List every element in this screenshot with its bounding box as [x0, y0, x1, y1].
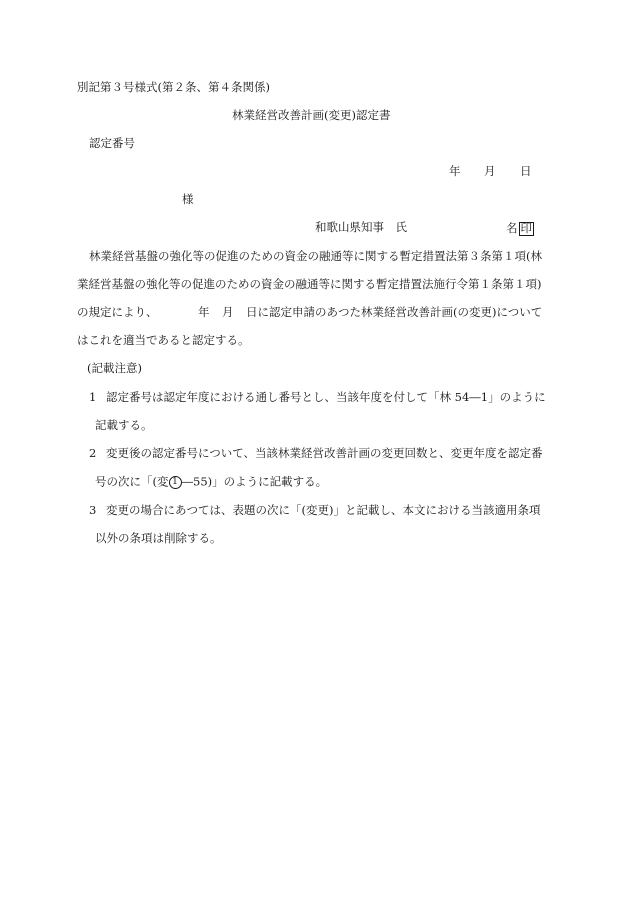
body-line-2: 業経営基盤の強化等の促進のための資金の融通等に関する暫定措置法施行令第１条第１項) [77, 277, 542, 291]
notes-heading: (記載注意) [87, 361, 142, 375]
body-line-4: はこれを適当であると認定する。 [77, 333, 250, 347]
issuer-name: 和歌山県知事 氏 [315, 220, 407, 234]
document-title: 林業経営改善計画(変更)認定書 [232, 108, 391, 122]
body-line-3-year: 年 [198, 305, 210, 319]
note-2-number: 2 [89, 446, 97, 460]
form-reference: 別記第３号様式(第２条、第４条関係) [77, 80, 270, 94]
note-2-line-2-post: ―55)」のように記載する。 [181, 474, 328, 489]
issuer-seal-area [506, 222, 534, 236]
name-label: 名 [506, 221, 518, 235]
note-2-line-1: 変更後の認定番号について、当該林業経営改善計画の変更回数と、変更年度を認定番 [106, 446, 543, 460]
date-month: 月 [484, 164, 496, 178]
seal-mark: 印 [520, 221, 532, 235]
date-year: 年 [449, 164, 461, 178]
note-2-line-2-pre: 号の次に「(変 [95, 474, 169, 489]
note-3-line-1: 変更の場合にあつては、表題の次に「(変更)」と記載し、本文における当該適用条項 [106, 503, 541, 517]
note-1-number: 1 [89, 390, 97, 404]
note-3-number: 3 [89, 503, 97, 517]
note-1-line-1: 認定番号は認定年度における通し番号とし、当該年度を付して「林 54―1」のように [106, 390, 546, 404]
note-3-line-2: 以外の条項は削除する。 [95, 531, 222, 545]
circled-number: 1 [169, 476, 182, 489]
date-day: 日 [520, 164, 532, 178]
note-1-line-2: 記載する。 [95, 418, 153, 432]
certification-number-label: 認定番号 [89, 136, 135, 150]
recipient-honorific: 様 [182, 192, 194, 206]
note-2-line-2 [95, 476, 327, 489]
body-line-3-start: の規定により、 [77, 305, 158, 319]
body-line-3-month: 月 [222, 305, 234, 319]
body-line-3-rest: 日に認定申請のあつた林業経営改善計画(の変更)について [246, 305, 543, 319]
body-line-1: 林業経営基盤の強化等の促進のための資金の融通等に関する暫定措置法第３条第１項(林 [89, 249, 542, 263]
